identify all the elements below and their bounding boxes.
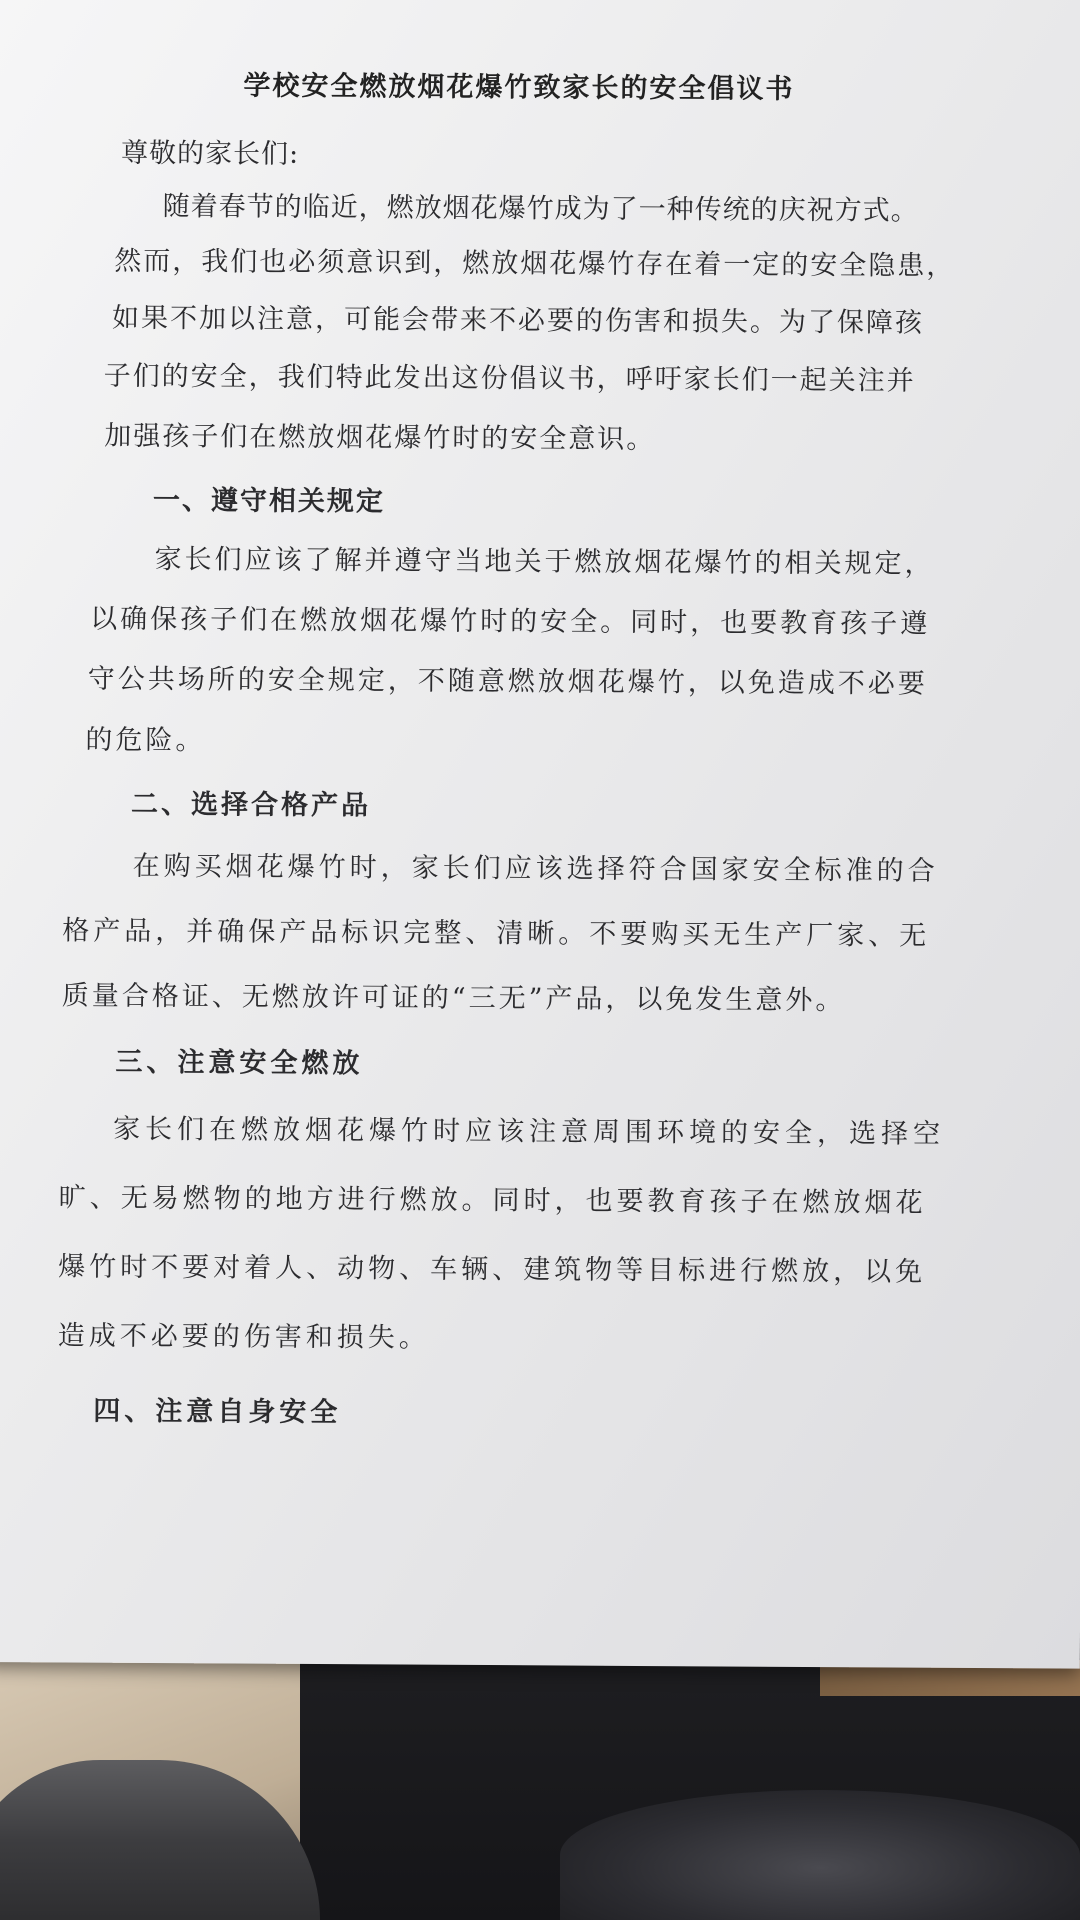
intro-line: 如果不加以注意，可能会带来不必要的伤害和损失。为了保障孩 xyxy=(111,302,925,339)
salutation: 尊敬的家长们: xyxy=(120,137,300,170)
section-1-line: 守公共场所的安全规定，不随意燃放烟花爆竹，以免造成不必要 xyxy=(87,663,928,700)
intro-line: 然而，我们也必须意识到，燃放烟花爆竹存在着一定的安全隐患， xyxy=(114,245,956,282)
section-1-line: 以确保孩子们在燃放烟花爆竹时的安全。同时，也要教育孩子遵 xyxy=(90,603,931,640)
section-heading-1: 一、遵守相关规定 xyxy=(152,484,385,518)
fabric-cushion xyxy=(560,1790,1080,1920)
section-2-line: 在购买烟花爆竹时，家长们应该选择符合国家安全标准的合 xyxy=(132,850,939,887)
section-2-line: 格产品，并确保产品标识完整、清晰。不要购买无生产厂家、无 xyxy=(62,915,931,952)
intro-line: 子们的安全，我们特此发出这份倡议书，呼吁家长们一起关注并 xyxy=(103,360,916,397)
section-3-line: 旷、无易燃物的地方进行燃放。同时，也要教育孩子在燃放烟花 xyxy=(58,1182,927,1219)
section-heading-3: 三、注意安全燃放 xyxy=(115,1046,364,1080)
section-3-line: 爆竹时不要对着人、动物、车辆、建筑物等目标进行燃放，以免 xyxy=(58,1251,927,1288)
section-3-line: 家长们在燃放烟花爆竹时应该注意周围环境的安全，选择空 xyxy=(112,1113,946,1150)
section-heading-4: 四、注意自身安全 xyxy=(93,1395,342,1429)
section-2-line: 质量合格证、无燃放许可证的“三无”产品，以免发生意外。 xyxy=(61,980,846,1017)
section-3-line: 造成不必要的伤害和损失。 xyxy=(57,1320,430,1354)
section-heading-2: 二、选择合格产品 xyxy=(130,788,372,822)
intro-line: 加强孩子们在燃放烟花爆竹时的安全意识。 xyxy=(104,420,656,456)
section-1-line: 的危险。 xyxy=(85,724,206,757)
document-title: 学校安全燃放烟花爆竹致家长的安全倡议书 xyxy=(243,70,795,105)
intro-line: 随着春节的临近，燃放烟花爆竹成为了一种传统的庆祝方式。 xyxy=(162,191,919,227)
section-1-line: 家长们应该了解并遵守当地关于燃放烟花爆竹的相关规定， xyxy=(154,543,935,580)
